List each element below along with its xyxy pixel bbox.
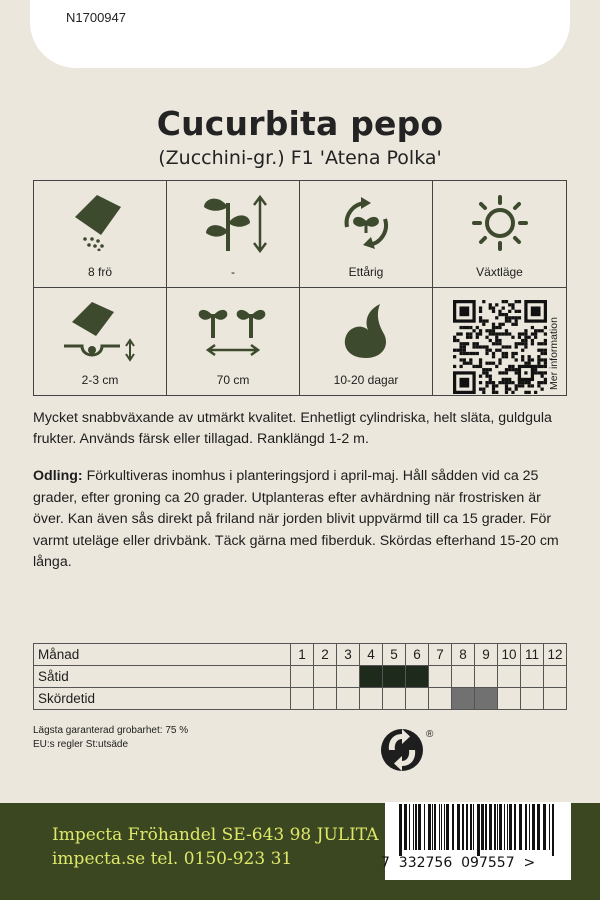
germination-label: 10-20 dagar (333, 373, 399, 387)
variety-name: (Zucchini-gr.) F1 'Atena Polka' (158, 147, 442, 169)
seed-packet-icon (65, 193, 135, 251)
calendar-cell (475, 688, 498, 710)
plant-spacing-cell (167, 288, 300, 395)
calendar-cell (314, 666, 337, 688)
calendar-cell (291, 688, 314, 710)
sowing-label: Såtid (34, 666, 291, 688)
plant-height-icon (198, 193, 268, 253)
calendar-month-row (34, 644, 567, 666)
calendar-cell (406, 688, 429, 710)
calendar-cell (406, 666, 429, 688)
month-cell: 9 (475, 644, 498, 666)
calendar-cell (383, 666, 406, 688)
month-cell: 2 (314, 644, 337, 666)
cultivation-heading: Odling: (33, 468, 83, 484)
month-cell: 10 (498, 644, 521, 666)
calendar-cell (521, 666, 544, 688)
sun-icon (469, 193, 531, 253)
green-dot-recycle-icon (380, 726, 440, 774)
germination-sprout-icon (336, 300, 396, 362)
germination-cell (300, 288, 433, 395)
calendar-cell (544, 666, 567, 688)
month-cell: 8 (452, 644, 475, 666)
page-title: Cucurbita pepo (156, 104, 444, 143)
more-info-label: Mer information (548, 317, 560, 390)
calendar-cell (452, 688, 475, 710)
annual-cycle-icon (335, 193, 397, 253)
plant-spacing-label: 70 cm (216, 373, 250, 387)
calendar-cell (337, 666, 360, 688)
calendar-cell (544, 688, 567, 710)
calendar-cell (452, 666, 475, 688)
month-cell: 5 (383, 644, 406, 666)
sowing-depth-label: 2-3 cm (81, 373, 119, 387)
info-grid (33, 180, 567, 396)
calendar-sowing-row (34, 666, 567, 688)
sowing-depth-cell (34, 288, 167, 395)
plant-height-label: - (231, 265, 235, 279)
calendar-cell (429, 666, 452, 688)
barcode-icon (385, 804, 571, 856)
qr-cell (433, 288, 566, 395)
month-cell: 7 (429, 644, 452, 666)
calendar-cell (498, 688, 521, 710)
month-cell: 11 (521, 644, 544, 666)
lifecycle-cell (300, 181, 433, 288)
month-cell: 4 (360, 644, 383, 666)
seed-count-label: 8 frö (87, 265, 112, 279)
germination-guarantee: Lägsta garanterad grobarhet: 75 % (33, 725, 189, 736)
description: Mycket snabbväxande av utmärkt kvalitet. Enhetligt cylindriska, helt släta, guldgula frukter. Används färsk eller tillagad. Ranklängd 1-2 m. (33, 410, 552, 447)
calendar-cell (337, 688, 360, 710)
lifecycle-label: Ettårig (348, 265, 384, 279)
calendar-cell (521, 688, 544, 710)
cultivation-text: Förkultiveras inomhus i planteringsjord i april-maj. Håll sådden vid ca 25 grader, efter groning ca 20 grader. Utplanteras efter avhärdning när frostrisken är över. Kan även sås direkt på friland när jorden blivit uppvärmd till ca 15 grader. För varmt uteläge eller drivbänk. Täck gärna med fiberduk. Skördas efterhand 15-20 cm långa. (33, 468, 559, 570)
calendar-harvest-row (34, 688, 567, 710)
registered-mark: ® (426, 729, 434, 740)
calendar-cell (360, 666, 383, 688)
calendar-cell (291, 666, 314, 688)
month-cell: 3 (337, 644, 360, 666)
seed-count-cell (34, 181, 167, 288)
calendar-cell (383, 688, 406, 710)
plant-spacing-icon (195, 300, 271, 360)
month-header: Månad (34, 644, 291, 666)
plant-height-cell (167, 181, 300, 288)
month-cell: 12 (544, 644, 567, 666)
sowing-calendar (33, 643, 567, 710)
month-cell: 6 (406, 644, 429, 666)
cultivation-instructions (33, 466, 567, 574)
calendar-cell (498, 666, 521, 688)
calendar-cell (475, 666, 498, 688)
calendar-cell (360, 688, 383, 710)
calendar-cell (429, 688, 452, 710)
month-cell: 1 (291, 644, 314, 666)
sowing-depth-icon (60, 300, 140, 362)
qr-code-icon[interactable] (453, 300, 547, 394)
article-number: N1700947 (66, 10, 126, 25)
company-contact: impecta.se tel. 0150-923 31 (52, 849, 293, 869)
eu-regulation-note: EU:s regler St:utsäde (33, 739, 129, 750)
location-label: Växtläge (476, 265, 523, 279)
company-address: Impecta Fröhandel SE-643 98 JULITA (52, 825, 379, 845)
calendar-cell (314, 688, 337, 710)
location-cell (433, 181, 566, 288)
harvest-label: Skördetid (34, 688, 291, 710)
